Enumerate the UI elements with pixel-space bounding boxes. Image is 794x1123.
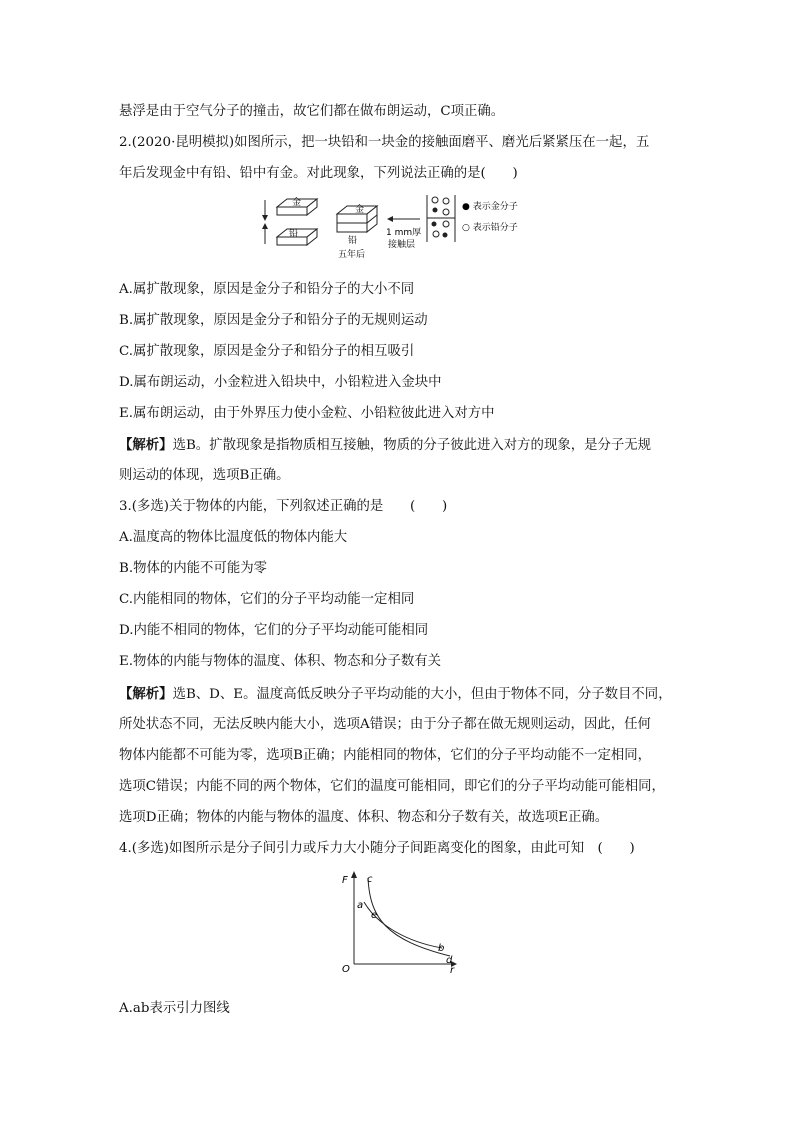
- y-axis-label: F: [342, 875, 348, 886]
- option-4a: A.ab表示引力图线: [119, 1001, 230, 1016]
- force-distance-graph: [338, 868, 463, 978]
- legend-lead: ○ 表示铅分子: [462, 223, 518, 233]
- analysis-3-line-1: 【解析】选B、D、E。温度高低反映分子平均动能的大小，但由于物体不同，分子数目不同，: [119, 686, 672, 702]
- option-3d: D.内能不相同的物体，它们的分子平均动能可能相同: [119, 623, 429, 638]
- line-1: 悬浮是由于空气分子的撞击，故它们都在做布朗运动，C项正确。: [119, 104, 505, 119]
- option-2e: E.属布朗运动，由于外界压力使小金粒、小铅粒彼此进入对方中: [119, 406, 495, 421]
- question-2-line-1: 2.(2020·昆明模拟)如图所示，把一块铅和一块金的接触面磨平、磨光后紧紧压在一起，五: [119, 135, 650, 150]
- option-2b: B.属扩散现象，原因是金分子和铅分子的无规则运动: [119, 313, 428, 328]
- analysis-3-line-2: 所处状态不同，无法反映内能大小，选项A错误；由于分子都在做无规则运动，因此，任何: [119, 717, 651, 732]
- legend-gold: ● 表示金分子: [462, 202, 518, 212]
- point-e-label: e: [371, 910, 378, 921]
- five-years-label: 五年后: [338, 250, 366, 260]
- point-a-label: a: [357, 900, 364, 911]
- point-c-label: c: [367, 874, 373, 885]
- analysis-label: 【解析】: [119, 437, 173, 453]
- gold-lead-diffusion-figure: [255, 192, 555, 264]
- analysis-label: 【解析】: [119, 686, 173, 702]
- contact-layer-label: 接触层: [388, 240, 416, 250]
- point-d-label: d: [446, 955, 453, 966]
- question-3: 3.(多选)关于物体的内能，下列叙述正确的是 ( ): [119, 499, 448, 514]
- analysis-3-line-5: 选项D正确；物体的内能与物体的温度、体积、物态和分子数有关，故选项E正确。: [119, 810, 609, 825]
- gold-label-after: 金: [355, 205, 365, 215]
- option-3e: E.物体的内能与物体的温度、体积、物态和分子数有关: [119, 654, 442, 669]
- analysis-2-line-1: 【解析】选B。扩散现象是指物质相互接触，物质的分子彼此进入对方的现象，是分子无规: [119, 437, 652, 453]
- layer-thickness-label: 1 mm厚: [386, 228, 422, 238]
- option-3b: B.物体的内能不可能为零: [119, 561, 268, 576]
- option-3a: A.温度高的物体比温度低的物体内能大: [119, 530, 348, 545]
- analysis-3-line-3: 物体内能都不可能为零，选项B正确；内能相同的物体，它们的分子平均动能不一定相同，: [119, 748, 652, 763]
- option-2c: C.属扩散现象，原因是金分子和铅分子的相互吸引: [119, 344, 415, 359]
- analysis-2-line-2: 则运动的体现，选项B正确。: [119, 468, 290, 483]
- option-2d: D.属布朗运动，小金粒进入铅块中，小铅粒进入金块中: [119, 375, 442, 390]
- x-axis-label: r: [450, 965, 455, 976]
- origin-label: O: [342, 964, 350, 975]
- option-2a: A.属扩散现象，原因是金分子和铅分子的大小不同: [119, 282, 415, 297]
- lead-label: 铅: [289, 229, 299, 239]
- gold-label: 金: [292, 198, 302, 208]
- analysis-3-line-4: 选项C错误；内能不同的两个物体，它们的温度可能相同，即它们的分子平均动能可能相同，: [119, 779, 665, 794]
- lead-label-after: 铅: [348, 236, 358, 246]
- point-b-label: b: [438, 943, 445, 954]
- question-2-line-2: 年后发现金中有铅、铅中有金。对此现象，下列说法正确的是( ): [119, 166, 518, 181]
- question-4: 4.(多选)如图所示是分子间引力或斥力大小随分子间距离变化的图象，由此可知 ( ): [119, 841, 635, 856]
- option-3c: C.内能相同的物体，它们的分子平均动能一定相同: [119, 592, 415, 607]
